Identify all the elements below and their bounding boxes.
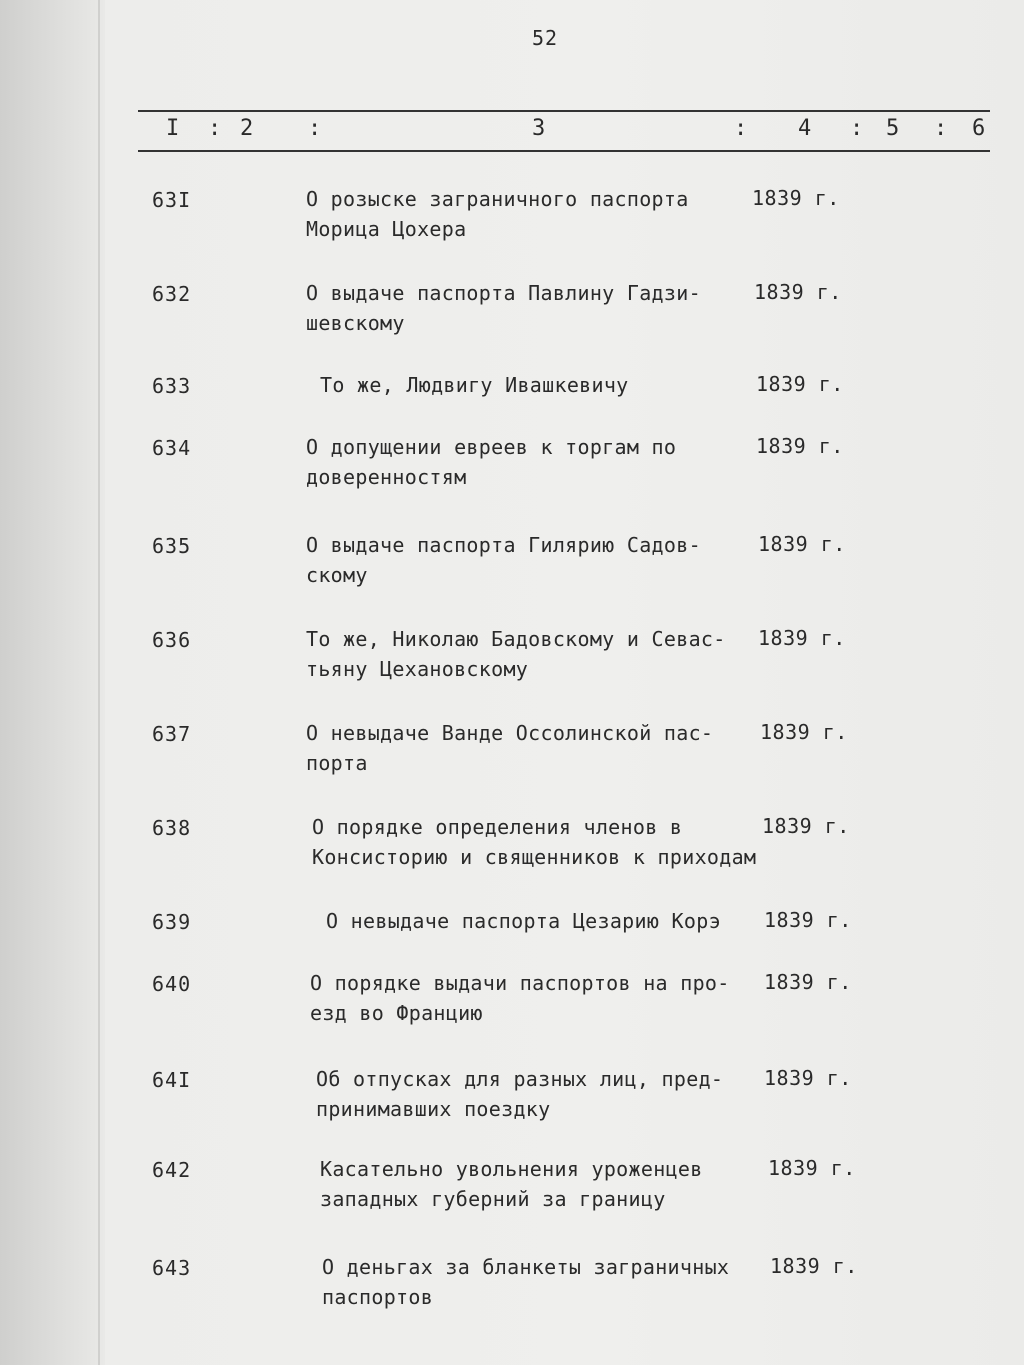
entry-year: 1839 г. xyxy=(768,1156,856,1180)
entry-year: 1839 г. xyxy=(770,1254,858,1278)
column-header-row xyxy=(138,116,990,146)
entry-title: О невыдаче Ванде Оссолинской пас- порта xyxy=(306,721,714,775)
page-edge xyxy=(98,0,100,1365)
entry-number: 639 xyxy=(152,910,192,934)
entry-year: 1839 г. xyxy=(764,908,852,932)
entry-year: 1839 г. xyxy=(764,970,852,994)
header-rule-bottom xyxy=(138,150,990,152)
column-separator: : xyxy=(934,116,948,141)
entry-year: 1839 г. xyxy=(754,280,842,304)
page-fold-shadow xyxy=(0,0,105,1365)
entry-year: 1839 г. xyxy=(762,814,850,838)
entry-title: О порядке определения членов в Консисторию и священников к приходам xyxy=(312,815,757,869)
header-rule-top xyxy=(138,110,990,112)
entry-year: 1839 г. xyxy=(758,532,846,556)
column-separator: : xyxy=(308,116,322,141)
entry-number: 643 xyxy=(152,1256,192,1280)
entry-title: О розыске заграничного паспорта Морица Цохера xyxy=(306,187,689,241)
entry-title: О допущении евреев к торгам по доверенностям xyxy=(306,435,677,489)
entry-number: 637 xyxy=(152,722,192,746)
entry-number: 64I xyxy=(152,1068,192,1092)
entry-title: О выдаче паспорта Павлину Гадзи- шевскому xyxy=(306,281,701,335)
entry-year: 1839 г. xyxy=(758,626,846,650)
column-separator: : xyxy=(734,116,748,141)
entry-number: 634 xyxy=(152,436,192,460)
column-header-3: 3 xyxy=(532,116,546,141)
entry-number: 635 xyxy=(152,534,192,558)
entry-number: 636 xyxy=(152,628,192,652)
column-separator: : xyxy=(208,116,222,141)
entry-number: 632 xyxy=(152,282,192,306)
entry-number: 633 xyxy=(152,374,192,398)
entry-title: О выдаче паспорта Гилярию Садов- скому xyxy=(306,533,701,587)
page-number: 52 xyxy=(532,26,559,50)
entry-title: О деньгах за бланкеты заграничных паспортов xyxy=(322,1255,730,1309)
column-header-2: 2 xyxy=(240,116,254,141)
column-header-1: I xyxy=(166,116,180,141)
entry-title: То же, Людвигу Ивашкевичу xyxy=(320,373,629,397)
entry-number: 63I xyxy=(152,188,192,212)
entry-year: 1839 г. xyxy=(756,372,844,396)
entry-title: О порядке выдачи паспортов на про- езд во Францию xyxy=(310,971,730,1025)
column-header-6: 6 xyxy=(972,116,986,141)
entry-number: 640 xyxy=(152,972,192,996)
column-header-5: 5 xyxy=(886,116,900,141)
entry-number: 642 xyxy=(152,1158,192,1182)
entry-number: 638 xyxy=(152,816,192,840)
entry-year: 1839 г. xyxy=(764,1066,852,1090)
entry-year: 1839 г. xyxy=(752,186,840,210)
entry-title: О невыдаче паспорта Цезарию Корэ xyxy=(326,909,721,933)
column-separator: : xyxy=(850,116,864,141)
entry-title: То же, Николаю Бадовскому и Севас- тьяну Цехановскому xyxy=(306,627,726,681)
entry-title: Касательно увольнения уроженцев западных губерний за границу xyxy=(320,1157,703,1211)
column-header-4: 4 xyxy=(798,116,812,141)
entry-title: Об отпусках для разных лиц, пред- принимавших поездку xyxy=(316,1067,724,1121)
entry-year: 1839 г. xyxy=(760,720,848,744)
entry-year: 1839 г. xyxy=(756,434,844,458)
